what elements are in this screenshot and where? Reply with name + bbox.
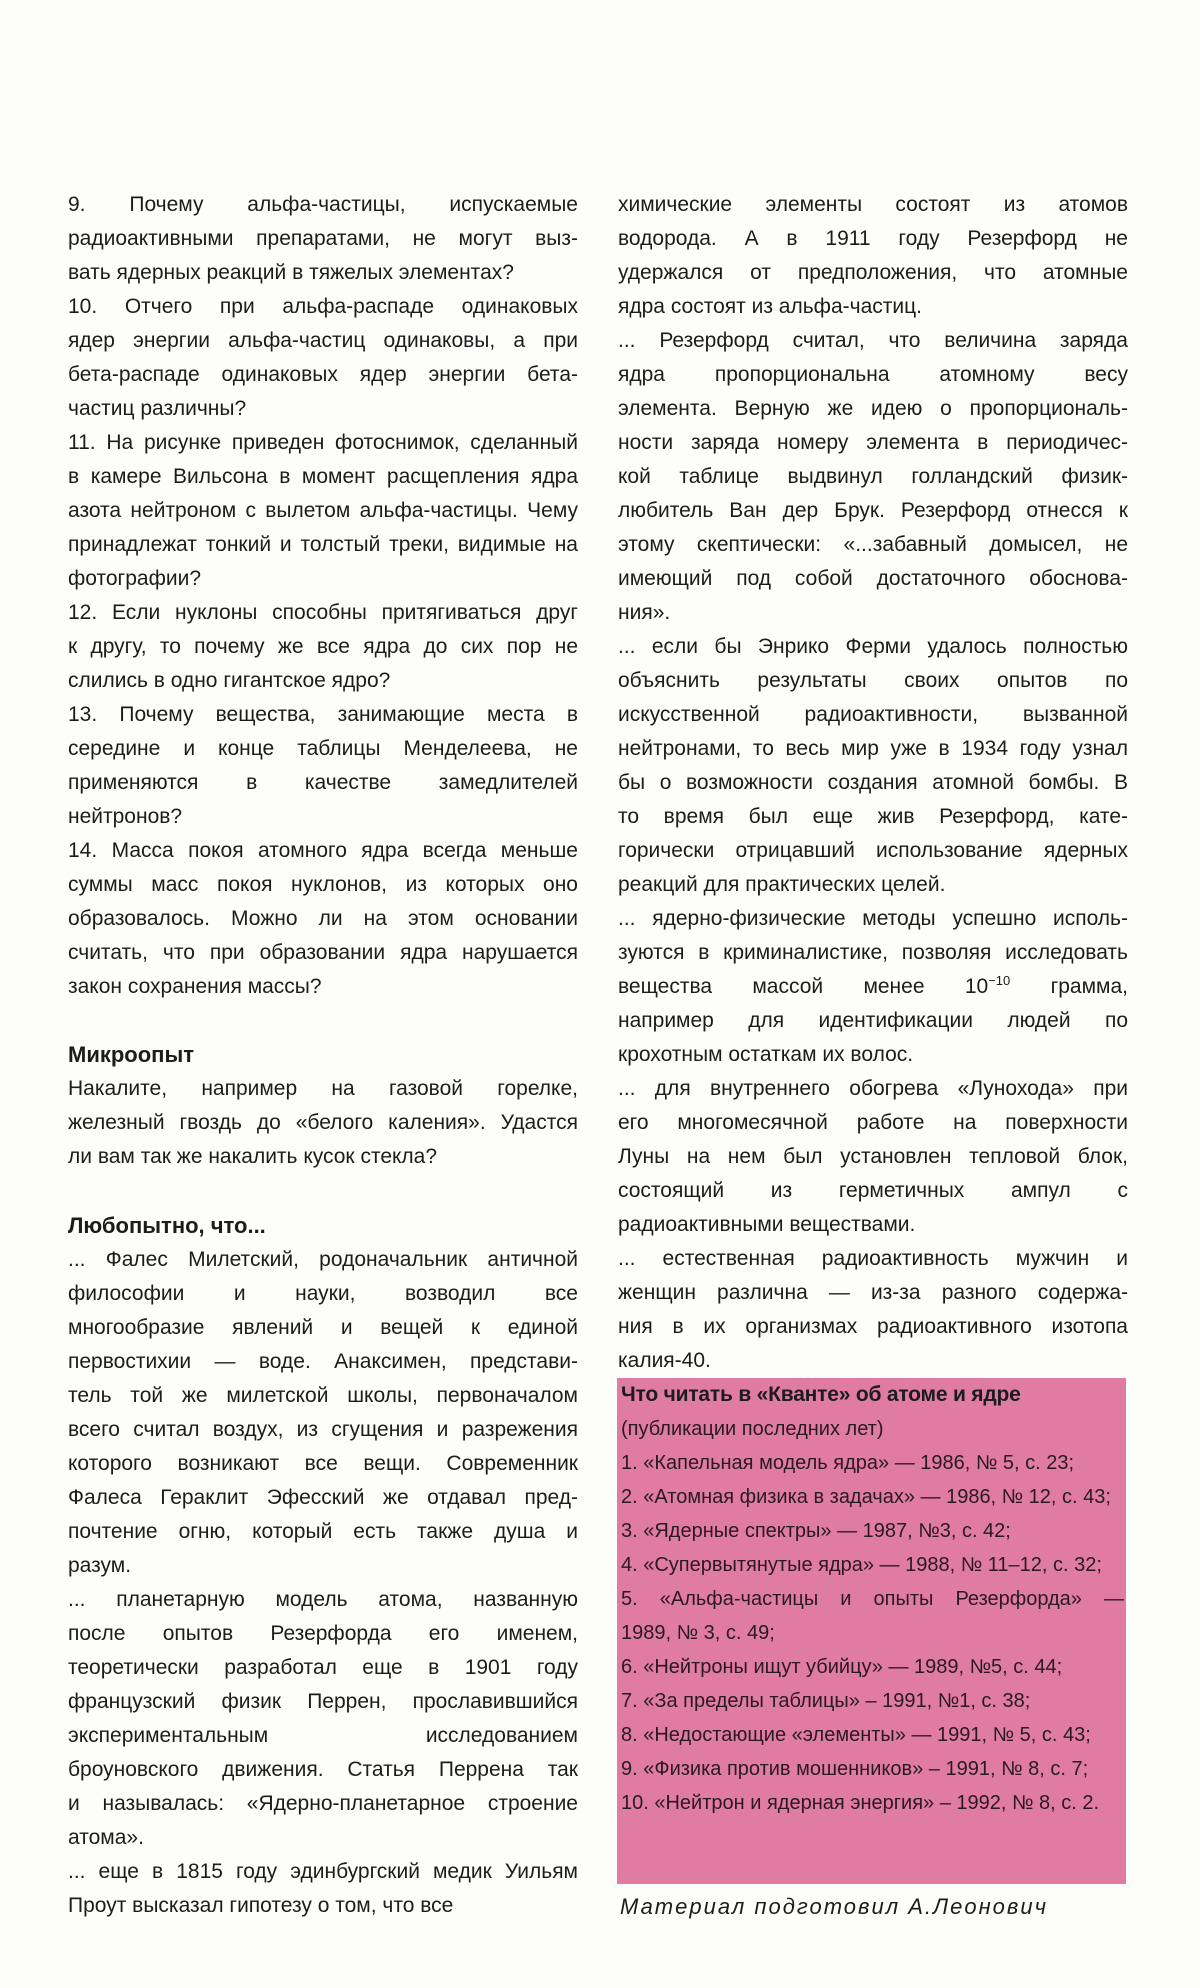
text-line: ... еще в 1815 году эдинбургский медик Уильям bbox=[68, 1860, 578, 1883]
text-line: 2. «Атомная физика в задачах» — 1986, № 12, с. 43; bbox=[621, 1486, 1111, 1508]
text-line: элемента. Верную же идею о пропорциональ- bbox=[618, 397, 1128, 420]
text-line: 4. «Супервытянутые ядра» — 1988, № 11–12, с. 32; bbox=[621, 1554, 1102, 1576]
text-line: ... естественная радиоактивность мужчин и bbox=[618, 1247, 1128, 1270]
text-line: искусственной радиоактивности, вызванной bbox=[618, 703, 1128, 726]
text-line: 11. На рисунке приведен фотоснимок, сделанный bbox=[68, 431, 578, 454]
text-line: в камере Вильсона в момент расщепления ядра bbox=[68, 465, 578, 488]
paragraph bbox=[68, 698, 578, 834]
text-line: калия-40. bbox=[618, 1349, 711, 1372]
text-line bbox=[618, 970, 1128, 1004]
paragraph bbox=[68, 1855, 578, 1923]
paragraph bbox=[621, 1650, 1124, 1684]
text-line: железный гвоздь до «белого каления». Удастся bbox=[68, 1111, 578, 1134]
text-line: Фалеса Гераклит Эфесский же отдавал пред- bbox=[68, 1486, 578, 1509]
questions-section bbox=[68, 188, 578, 1004]
text-line: 5. «Альфа-частицы и опыты Резерфорда» — bbox=[621, 1588, 1124, 1610]
paragraph bbox=[68, 1583, 578, 1855]
text-line: ядра состоят из альфа-частиц. bbox=[618, 295, 922, 318]
text-line: слились в одно гигантское ядро? bbox=[68, 669, 391, 692]
text-line: первостихии — воде. Анаксимен, представи- bbox=[68, 1350, 578, 1373]
paragraph bbox=[618, 188, 1128, 324]
reading-list-title: Что читать в «Кванте» об атоме и ядре bbox=[621, 1383, 1021, 1406]
text-line: экспериментальным исследованием bbox=[68, 1724, 578, 1747]
experiment-text bbox=[68, 1072, 578, 1174]
text-line: ... Резерфорд считал, что величина заряда bbox=[618, 329, 1128, 352]
text-line: 1989, № 3, с. 49; bbox=[621, 1622, 775, 1644]
reading-list-box bbox=[617, 1378, 1126, 1884]
text-line: ... ядерно-физические методы успешно исполь- bbox=[618, 907, 1128, 930]
text-line: горически отрицавший использование ядерных bbox=[618, 839, 1128, 862]
paragraph bbox=[618, 324, 1128, 630]
text-line: радиоактивными препаратами, не могут выз- bbox=[68, 227, 578, 250]
paragraph bbox=[621, 1718, 1124, 1752]
text-line: нейтронов? bbox=[68, 805, 183, 828]
text-line: химические элементы состоят из атомов bbox=[618, 193, 1128, 216]
text-line: ... если бы Энрико Ферми удалось полностью bbox=[618, 635, 1128, 658]
text-line: ли вам так же накалить кусок стекла? bbox=[68, 1145, 438, 1168]
text-line: Проут высказал гипотезу о том, что все bbox=[68, 1894, 454, 1917]
paragraph bbox=[618, 1072, 1128, 1242]
text-line: 9. «Физика против мошенников» – 1991, № 8, с. 7; bbox=[621, 1758, 1089, 1780]
paragraph bbox=[621, 1786, 1124, 1820]
text-line: фотографии? bbox=[68, 567, 201, 590]
text-line: считать, что при образовании ядра нарушается bbox=[68, 941, 578, 964]
text-line: всего считал воздух, из сгущения и разрежения bbox=[68, 1418, 578, 1441]
text-line: почтение огню, который есть также душа и bbox=[68, 1520, 578, 1543]
reading-list-items bbox=[621, 1446, 1124, 1820]
text-line: реакций для практических целей. bbox=[618, 873, 946, 896]
text-line: 3. «Ядерные спектры» — 1987, №3, с. 42; bbox=[621, 1520, 1011, 1542]
text-line: 9. Почему альфа-частицы, испускаемые bbox=[68, 193, 578, 216]
text-line: ния в их организмах радиоактивного изотопа bbox=[618, 1315, 1128, 1338]
paragraph bbox=[621, 1514, 1124, 1548]
paragraph bbox=[68, 1243, 578, 1583]
paragraph bbox=[68, 596, 578, 698]
text-line: частиц различны? bbox=[68, 397, 247, 420]
text-line: и называлась: «Ядерно-планетарное строение bbox=[68, 1792, 578, 1815]
text-line: тель той же милетской школы, первоначалом bbox=[68, 1384, 578, 1407]
text-line: принадлежат тонкий и толстый треки, видимые на bbox=[68, 533, 578, 556]
text-line: 14. Масса покоя атомного ядра всегда меньше bbox=[68, 839, 578, 862]
curious-text bbox=[68, 1243, 578, 1923]
text-line: разум. bbox=[68, 1554, 132, 1577]
text-line: 8. «Недостающие «элементы» — 1991, № 5, с. 43; bbox=[621, 1724, 1091, 1746]
text-line: к другу, то почему же все ядра до сих пор не bbox=[68, 635, 578, 658]
text-line: середине и конце таблицы Менделеева, не bbox=[68, 737, 578, 760]
text-line: 6. «Нейтроны ищут убийцу» — 1989, №5, с. 44; bbox=[621, 1656, 1063, 1678]
paragraph bbox=[621, 1446, 1124, 1480]
text-line: 10. Отчего при альфа-распаде одинаковых bbox=[68, 295, 578, 318]
paragraph bbox=[68, 834, 578, 1004]
paragraph bbox=[621, 1582, 1124, 1650]
paragraph bbox=[618, 1242, 1128, 1378]
text-line: кой таблице выдвинул голландский физик- bbox=[618, 465, 1128, 488]
text-line: ... Фалес Милетский, родоначальник античной bbox=[68, 1248, 578, 1271]
exponent: −10 bbox=[988, 973, 1011, 988]
text-line: объяснить результаты своих опытов по bbox=[618, 669, 1128, 692]
text-line: 13. Почему вещества, занимающие места в bbox=[68, 703, 578, 726]
text-line: которого возникают все вещи. Современник bbox=[68, 1452, 578, 1475]
text-line: женщин различна — из-за разного содержа- bbox=[618, 1281, 1128, 1304]
reading-list-subtitle: (публикации последних лет) bbox=[621, 1418, 884, 1440]
paragraph bbox=[618, 902, 1128, 1072]
text-fragment: грамма, bbox=[1010, 975, 1128, 998]
text-line: например для идентификации людей по bbox=[618, 1009, 1128, 1032]
text-line: любитель Ван дер Брук. Резерфорд отнесся к bbox=[618, 499, 1128, 522]
text-line: ядер энергии альфа-частиц одинаковы, а при bbox=[68, 329, 578, 352]
text-line: нейтронами, то весь мир уже в 1934 году узнал bbox=[618, 737, 1128, 760]
text-line: радиоактивными веществами. bbox=[618, 1213, 916, 1236]
text-line: после опытов Резерфорда его именем, bbox=[68, 1622, 578, 1645]
paragraph bbox=[68, 1072, 578, 1174]
text-line: 7. «За пределы таблицы» – 1991, №1, с. 38; bbox=[621, 1690, 1031, 1712]
experiment-section bbox=[68, 1038, 578, 1174]
text-line: Луны на нем был установлен тепловой блок, bbox=[618, 1145, 1128, 1168]
text-line: удержался от предположения, что атомные bbox=[618, 261, 1128, 284]
text-line: ности заряда номеру элемента в периодичес- bbox=[618, 431, 1128, 454]
text-line: ... для внутреннего обогрева «Лунохода» при bbox=[618, 1077, 1128, 1100]
text-line: водорода. А в 1911 году Резерфорд не bbox=[618, 227, 1128, 250]
paragraph bbox=[621, 1480, 1124, 1514]
text-line: ... планетарную модель атома, названную bbox=[68, 1588, 578, 1611]
curious-section bbox=[68, 1209, 578, 1923]
text-line: бета-распаде одинаковых ядер энергии бета- bbox=[68, 363, 578, 386]
text-line: многообразие явлений и вещей к единой bbox=[68, 1316, 578, 1339]
text-line: зуются в криминалистике, позволяя исследовать bbox=[618, 941, 1128, 964]
paragraph bbox=[68, 290, 578, 426]
text-line: суммы масс покоя нуклонов, из которых оно bbox=[68, 873, 578, 896]
text-line: атома». bbox=[68, 1826, 144, 1849]
text-line: 12. Если нуклоны способны притягиваться друг bbox=[68, 601, 578, 624]
text-line: этому скептически: «...забавный домысел, не bbox=[618, 533, 1128, 556]
text-line: теоретически разработал еще в 1901 году bbox=[68, 1656, 578, 1679]
paragraph bbox=[621, 1752, 1124, 1786]
text-line: то время был еще жив Резерфорд, кате- bbox=[618, 805, 1128, 828]
paragraph bbox=[621, 1548, 1124, 1582]
text-line: образовалось. Можно ли на этом основании bbox=[68, 907, 578, 930]
text-line: философии и науки, возводил все bbox=[68, 1282, 578, 1305]
text-line: броуновского движения. Статья Перрена так bbox=[68, 1758, 578, 1781]
text-fragment: вещества массой менее 10 bbox=[618, 975, 989, 998]
author-credit: Материал подготовил А.Леонович bbox=[620, 1894, 1049, 1919]
text-line: его многомесячной работе на поверхности bbox=[618, 1111, 1128, 1134]
text-line: ядра пропорциональна атомному весу bbox=[618, 363, 1128, 386]
experiment-heading: Микроопыт bbox=[68, 1042, 195, 1067]
paragraph bbox=[618, 630, 1128, 902]
text-line: 10. «Нейтрон и ядерная энергия» – 1992, № 8, с. 2. bbox=[621, 1792, 1100, 1814]
text-line: французский физик Перрен, прославившийся bbox=[68, 1690, 578, 1713]
text-line: имеющий под собой достаточного обоснова- bbox=[618, 567, 1128, 590]
text-line: Накалите, например на газовой горелке, bbox=[68, 1077, 578, 1100]
text-line: применяются в качестве замедлителей bbox=[68, 771, 578, 794]
text-line: ния». bbox=[618, 601, 671, 624]
text-line: азота нейтроном с вылетом альфа-частицы. Чему bbox=[68, 499, 578, 522]
right-column-text bbox=[618, 188, 1128, 1378]
text-line: состоящий из герметичных ампул с bbox=[618, 1179, 1128, 1202]
paragraph bbox=[621, 1684, 1124, 1718]
text-line: закон сохранения массы? bbox=[68, 975, 322, 998]
text-line: вать ядерных реакций в тяжелых элементах? bbox=[68, 261, 514, 284]
text-line: бы о возможности создания атомной бомбы. В bbox=[618, 771, 1128, 794]
curious-heading: Любопытно, что... bbox=[68, 1213, 266, 1238]
text-line: крохотным остаткам их волос. bbox=[618, 1043, 914, 1066]
text-line: 1. «Капельная модель ядра» — 1986, № 5, с. 23; bbox=[621, 1452, 1075, 1474]
paragraph bbox=[68, 426, 578, 596]
paragraph bbox=[68, 188, 578, 290]
